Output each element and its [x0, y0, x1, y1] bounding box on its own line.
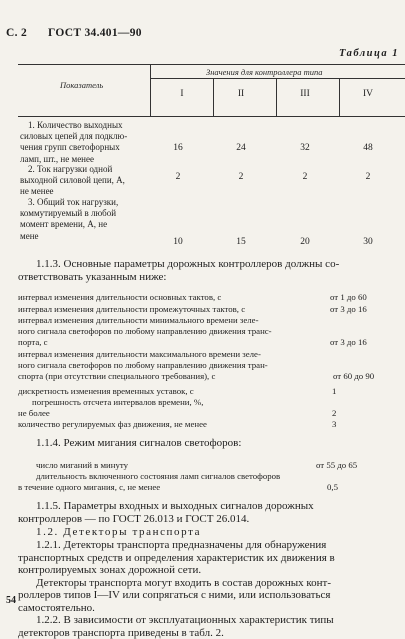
param-label: в течение одного мигания, с, не менее	[18, 482, 280, 493]
param-label: спорта (при отсутствии специального требования), с	[18, 371, 268, 382]
text-line: транспортных средств и определения характеристик их движения в	[18, 552, 335, 565]
col-header-types: Значения для контроллера типа	[206, 67, 322, 77]
table-cell: 2	[290, 172, 320, 182]
table-cell: 2	[226, 172, 256, 182]
page-ref: С. 2	[6, 27, 27, 39]
param-label: ного сигнала светофоров по любому направлению движения транс-	[18, 326, 272, 337]
row-text-line: чения групп светофорных	[20, 142, 127, 153]
section-12-title: 1.2. Детекторы транспорта	[36, 526, 201, 539]
param-label: интервал изменения длительности минимального времени зеле-	[18, 315, 272, 326]
table-cell: 48	[353, 143, 383, 153]
table-cell: 20	[290, 237, 320, 247]
param-label: интервал изменения длительности основных тактов, с	[18, 292, 221, 302]
param-value: 3	[332, 419, 336, 429]
text-line: 1.2.1. Детекторы транспорта предназначены для обнаружения	[18, 539, 335, 552]
text-line: детекторов транспорта приведены в табл. 2.	[18, 627, 335, 639]
param-label: интервал изменения длительности максимального времени зеле-	[18, 349, 268, 360]
text-line: Детекторы транспорта могут входить в состав дорожных конт-	[18, 577, 335, 590]
param-block	[18, 471, 280, 493]
col-header-param: Показатель	[60, 80, 103, 90]
param-value: 2	[332, 408, 336, 418]
type-label: II	[226, 89, 256, 99]
param-value: от 1 до 60	[330, 292, 367, 302]
param-label: длительность включенного состояния ламп сигналов светофоров	[18, 471, 280, 482]
param-block	[18, 397, 203, 419]
row-text-line: мене	[20, 231, 118, 242]
param-line	[18, 292, 221, 303]
param-line	[36, 460, 128, 471]
param-label: ного сигнала светофоров по любому направлению движения тран-	[18, 360, 268, 371]
table-cell: 2	[163, 172, 193, 182]
text-line: 1.1.3. Основные параметры дорожных контроллеров должны со-	[18, 258, 339, 271]
table-col-div-1	[213, 78, 214, 116]
row-text-line: силовых цепей для подклю-	[20, 131, 127, 142]
param-block	[18, 315, 272, 348]
param-label: не более	[18, 408, 203, 419]
param-value: от 3 до 16	[330, 337, 367, 347]
param-value: 0,5	[327, 482, 338, 492]
table-cell: 15	[226, 237, 256, 247]
row-text-line: коммутируемый в любой	[20, 208, 118, 219]
text-line: 1.2.2. В зависимости от эксплуатационных характеристик типы	[18, 614, 335, 627]
param-line	[18, 386, 194, 397]
param-label: интервал изменения длительности промежуточных тактов, с	[18, 304, 245, 314]
table-header-vline	[150, 64, 151, 116]
section-113-intro	[18, 258, 339, 283]
text-line: ответствовать указанным ниже:	[18, 271, 339, 284]
table-cell: 30	[353, 237, 383, 247]
param-line	[18, 304, 245, 315]
section-115	[18, 500, 314, 525]
table-header-bottom-rule	[18, 116, 405, 117]
param-value: от 55 до 65	[316, 460, 357, 470]
param-label: количество регулируемых фаз движения, не менее	[18, 419, 207, 429]
text-line: роллеров типов I—IV или сопрягаться с ними, или использоваться	[18, 589, 335, 602]
row-text-line: 2. Ток нагрузки одной	[20, 164, 125, 175]
param-label: число миганий в минуту	[36, 460, 128, 470]
type-label: I	[167, 89, 197, 99]
text-line: контролируемых зонах дорожной сети.	[18, 564, 335, 577]
section-12-p1	[18, 539, 335, 639]
text-line: самостоятельно.	[18, 602, 335, 615]
table-cell: 2	[353, 172, 383, 182]
standard-number: ГОСТ 34.401—90	[48, 27, 142, 39]
param-label: дискретность изменения временных уставок, с	[18, 386, 194, 396]
table-row	[20, 164, 125, 198]
row-text-line: не менее	[20, 186, 125, 197]
type-label: IV	[353, 89, 383, 99]
row-text-line: момент времени, А, не	[20, 219, 118, 230]
text-line: контроллеров — по ГОСТ 26.013 и ГОСТ 26.014.	[18, 513, 314, 526]
text-line: 1.1.5. Параметры входных и выходных сигналов дорожных	[18, 500, 314, 513]
table-types-rule	[150, 78, 405, 79]
table-col-div-2	[276, 78, 277, 116]
row-text-line: 1. Количество выходных	[20, 120, 127, 131]
table-cell: 32	[290, 143, 320, 153]
param-line	[18, 419, 207, 430]
section-114-title: 1.1.4. Режим мигания сигналов светофоров:	[36, 437, 241, 450]
param-block	[18, 349, 268, 382]
page-number: 54	[6, 595, 16, 606]
param-value: от 3 до 16	[330, 304, 367, 314]
table-col-div-3	[339, 78, 340, 116]
table-row	[20, 197, 118, 242]
param-label: порта, с	[18, 337, 272, 348]
param-value: от 60 до 90	[333, 371, 374, 381]
param-value: 1	[332, 386, 336, 396]
table-caption: Таблица 1	[339, 48, 399, 59]
table-cell: 16	[163, 143, 193, 153]
param-label: погрешность отсчета интервалов времени, %,	[18, 397, 203, 408]
row-text-line: 3. Общий ток нагрузки,	[20, 197, 118, 208]
table-cell: 24	[226, 143, 256, 153]
row-text-line: ламп, шт., не менее	[20, 154, 127, 165]
table-row	[20, 120, 127, 165]
type-label: III	[290, 89, 320, 99]
row-text-line: выходной силовой цепи, А,	[20, 175, 125, 186]
table-top-rule	[18, 64, 405, 65]
table-cell: 10	[163, 237, 193, 247]
